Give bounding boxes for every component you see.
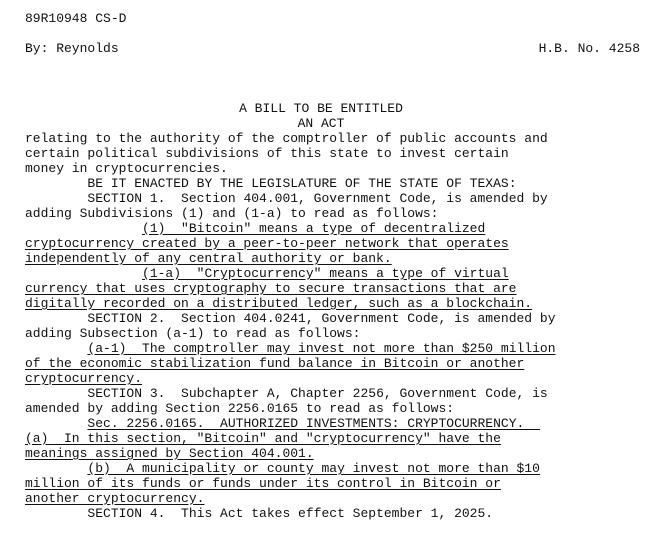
line-text: SECTION 2. Section 404.0241, Government Code, is amended by [87,311,556,326]
bill-number: H.B. No. 4258 [538,41,640,56]
bill-body [25,176,645,521]
line-indent [25,191,87,206]
body-line [25,446,645,461]
line-text: amended by adding Section 2256.0165 to read as follows: [25,401,455,416]
underlined-text: (b) A municipality or county may invest not more than $10 [87,461,540,476]
line-indent [25,266,142,281]
line-indent [25,416,87,431]
underlined-text: independently of any central authority or bank. [25,251,392,266]
spacer [25,26,645,41]
underlined-text: another cryptocurrency. [25,491,205,506]
body-line [25,461,645,476]
line-indent [25,461,87,476]
body-line [25,221,645,236]
body-line [25,506,645,521]
line-indent [25,311,87,326]
line-indent [25,341,87,356]
body-line [25,416,645,431]
body-line [25,401,645,416]
underlined-text: (a-1) The comptroller may invest not more than $250 million [87,341,556,356]
line-indent [25,176,87,191]
title-line-2: AN ACT [297,116,345,131]
line-text: BE IT ENACTED BY THE LEGISLATURE OF THE STATE OF TEXAS: [87,176,517,191]
underlined-text: (a) In this section, "Bitcoin" and "cryptocurrency" have the [25,431,501,446]
line-text: SECTION 1. Section 404.001, Government Code, is amended by [87,191,548,206]
underlined-text: currency that uses cryptography to secure transactions that are [25,281,517,296]
body-line [25,296,645,311]
line-text: adding Subdivisions (1) and (1-a) to read as follows: [25,206,439,221]
line-text: SECTION 4. This Act takes effect September 1, 2025. [87,506,494,521]
spacer [25,71,645,86]
spacer [25,86,645,101]
body-line [25,236,645,251]
body-line [25,386,645,401]
body-line [25,191,645,206]
bill-id: 89R10948 CS-D [25,11,127,26]
title-line-1: A BILL TO BE ENTITLED [239,101,403,116]
body-line [25,206,645,221]
header-row [25,41,640,56]
spacer [25,56,645,71]
underlined-text: (1) "Bitcoin" means a type of decentralized [142,221,486,236]
underlined-text: meanings assigned by Section 404.001. [25,446,314,461]
body-line [25,311,645,326]
line-text: SECTION 3. Subchapter A, Chapter 2256, Government Code, is [87,386,548,401]
underlined-text: Sec. 2256.0165. AUTHORIZED INVESTMENTS: CRYPTOCURRENCY. [87,416,540,431]
underlined-text: digitally recorded on a distributed ledger, such as a blockchain. [25,296,533,311]
underlined-text: cryptocurrency created by a peer-to-peer network that operates [25,236,509,251]
caption-line: money in cryptocurrencies. [25,161,228,176]
body-line [25,281,645,296]
bill-author: By: Reynolds [25,41,119,56]
line-indent [25,221,142,236]
underlined-text: of the economic stabilization fund balance in Bitcoin or another [25,356,525,371]
body-line [25,176,645,191]
body-line [25,326,645,341]
body-line [25,371,645,386]
body-line [25,491,645,506]
caption-line: certain political subdivisions of this state to invest certain [25,146,509,161]
underlined-text: million of its funds or funds under its control in Bitcoin or [25,476,501,491]
bill-document [25,11,645,521]
body-line [25,476,645,491]
underlined-text: cryptocurrency. [25,371,143,386]
line-text: adding Subsection (a-1) to read as follows: [25,326,361,341]
line-indent [25,506,87,521]
body-line [25,341,645,356]
caption-line: relating to the authority of the comptroller of public accounts and [25,131,548,146]
body-line [25,356,645,371]
body-line [25,431,645,446]
body-line [25,251,645,266]
line-indent [25,386,87,401]
body-line [25,266,645,281]
underlined-text: (1-a) "Cryptocurrency" means a type of virtual [142,266,509,281]
